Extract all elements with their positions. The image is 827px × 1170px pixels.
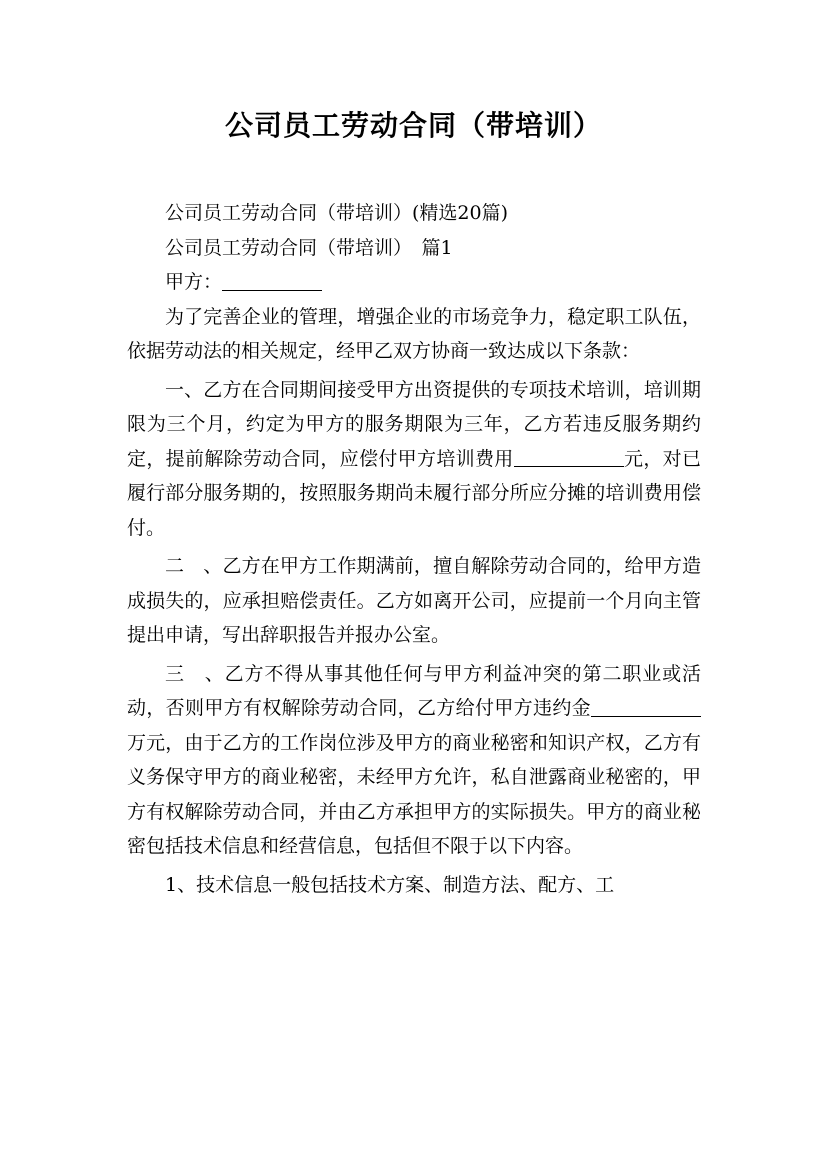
clause-3 xyxy=(127,657,701,864)
item-1: 1、技术信息一般包括技术方案、制造方法、配方、工 xyxy=(165,873,615,896)
clause-1-text-b: 元，对已履行部分服务期的，按照服务期尚未履行部分所应分摊的培训费用偿付。 xyxy=(127,447,701,539)
clause-3-text-b: 万元，由于乙方的工作岗位涉及甲方的商业秘密和知识产权，乙方有义务保守甲方的商业秘密，未经甲方允许，私自泄露商业秘密的，甲方有权解除劳动合同，并由乙方承担甲方的实际损失。甲方的商业秘密包括技术信息和经营信息，包括但不限于以下内容。 xyxy=(127,731,701,857)
training-fee-blank[interactable] xyxy=(514,446,624,467)
party-a-line xyxy=(127,265,701,300)
document-title: 公司员工劳动合同（带培训） xyxy=(224,109,602,142)
intro-paragraph: 为了完善企业的管理，增强企业的市场竞争力，稳定职工队伍，依据劳动法的相关规定，经甲乙双方协商一致达成以下条款： xyxy=(127,305,701,362)
document-body xyxy=(127,196,701,902)
clause-1 xyxy=(127,373,701,546)
party-a-label: 甲方： xyxy=(165,271,223,293)
section-heading: 公司员工劳动合同（带培训） 篇1 xyxy=(165,236,453,259)
document-subtitle: 公司员工劳动合同（带培训）(精选20篇) xyxy=(165,202,509,224)
penalty-amount-blank[interactable] xyxy=(591,696,701,717)
party-a-blank[interactable] xyxy=(222,270,322,291)
clause-2: 二 、乙方在甲方工作期满前，擅自解除劳动合同的，给甲方造成损失的，应承担赔偿责任。乙方如离开公司，应提前一个月向主管提出申请，写出辞职报告并报办公室。 xyxy=(127,555,701,646)
clause-3-text-a: 三 、乙方不得从事其他任何与甲方利益冲突的第二职业或活动，否则甲方有权解除劳动合同，乙方给付甲方违约金 xyxy=(127,662,701,719)
clause-1-text-a: 一、乙方在合同期间接受甲方出资提供的专项技术培训，培训期限为三个月，约定为甲方的服务期限为三年，乙方若违反服务期约定，提前解除劳动合同，应偿付甲方培训费用 xyxy=(127,378,701,470)
